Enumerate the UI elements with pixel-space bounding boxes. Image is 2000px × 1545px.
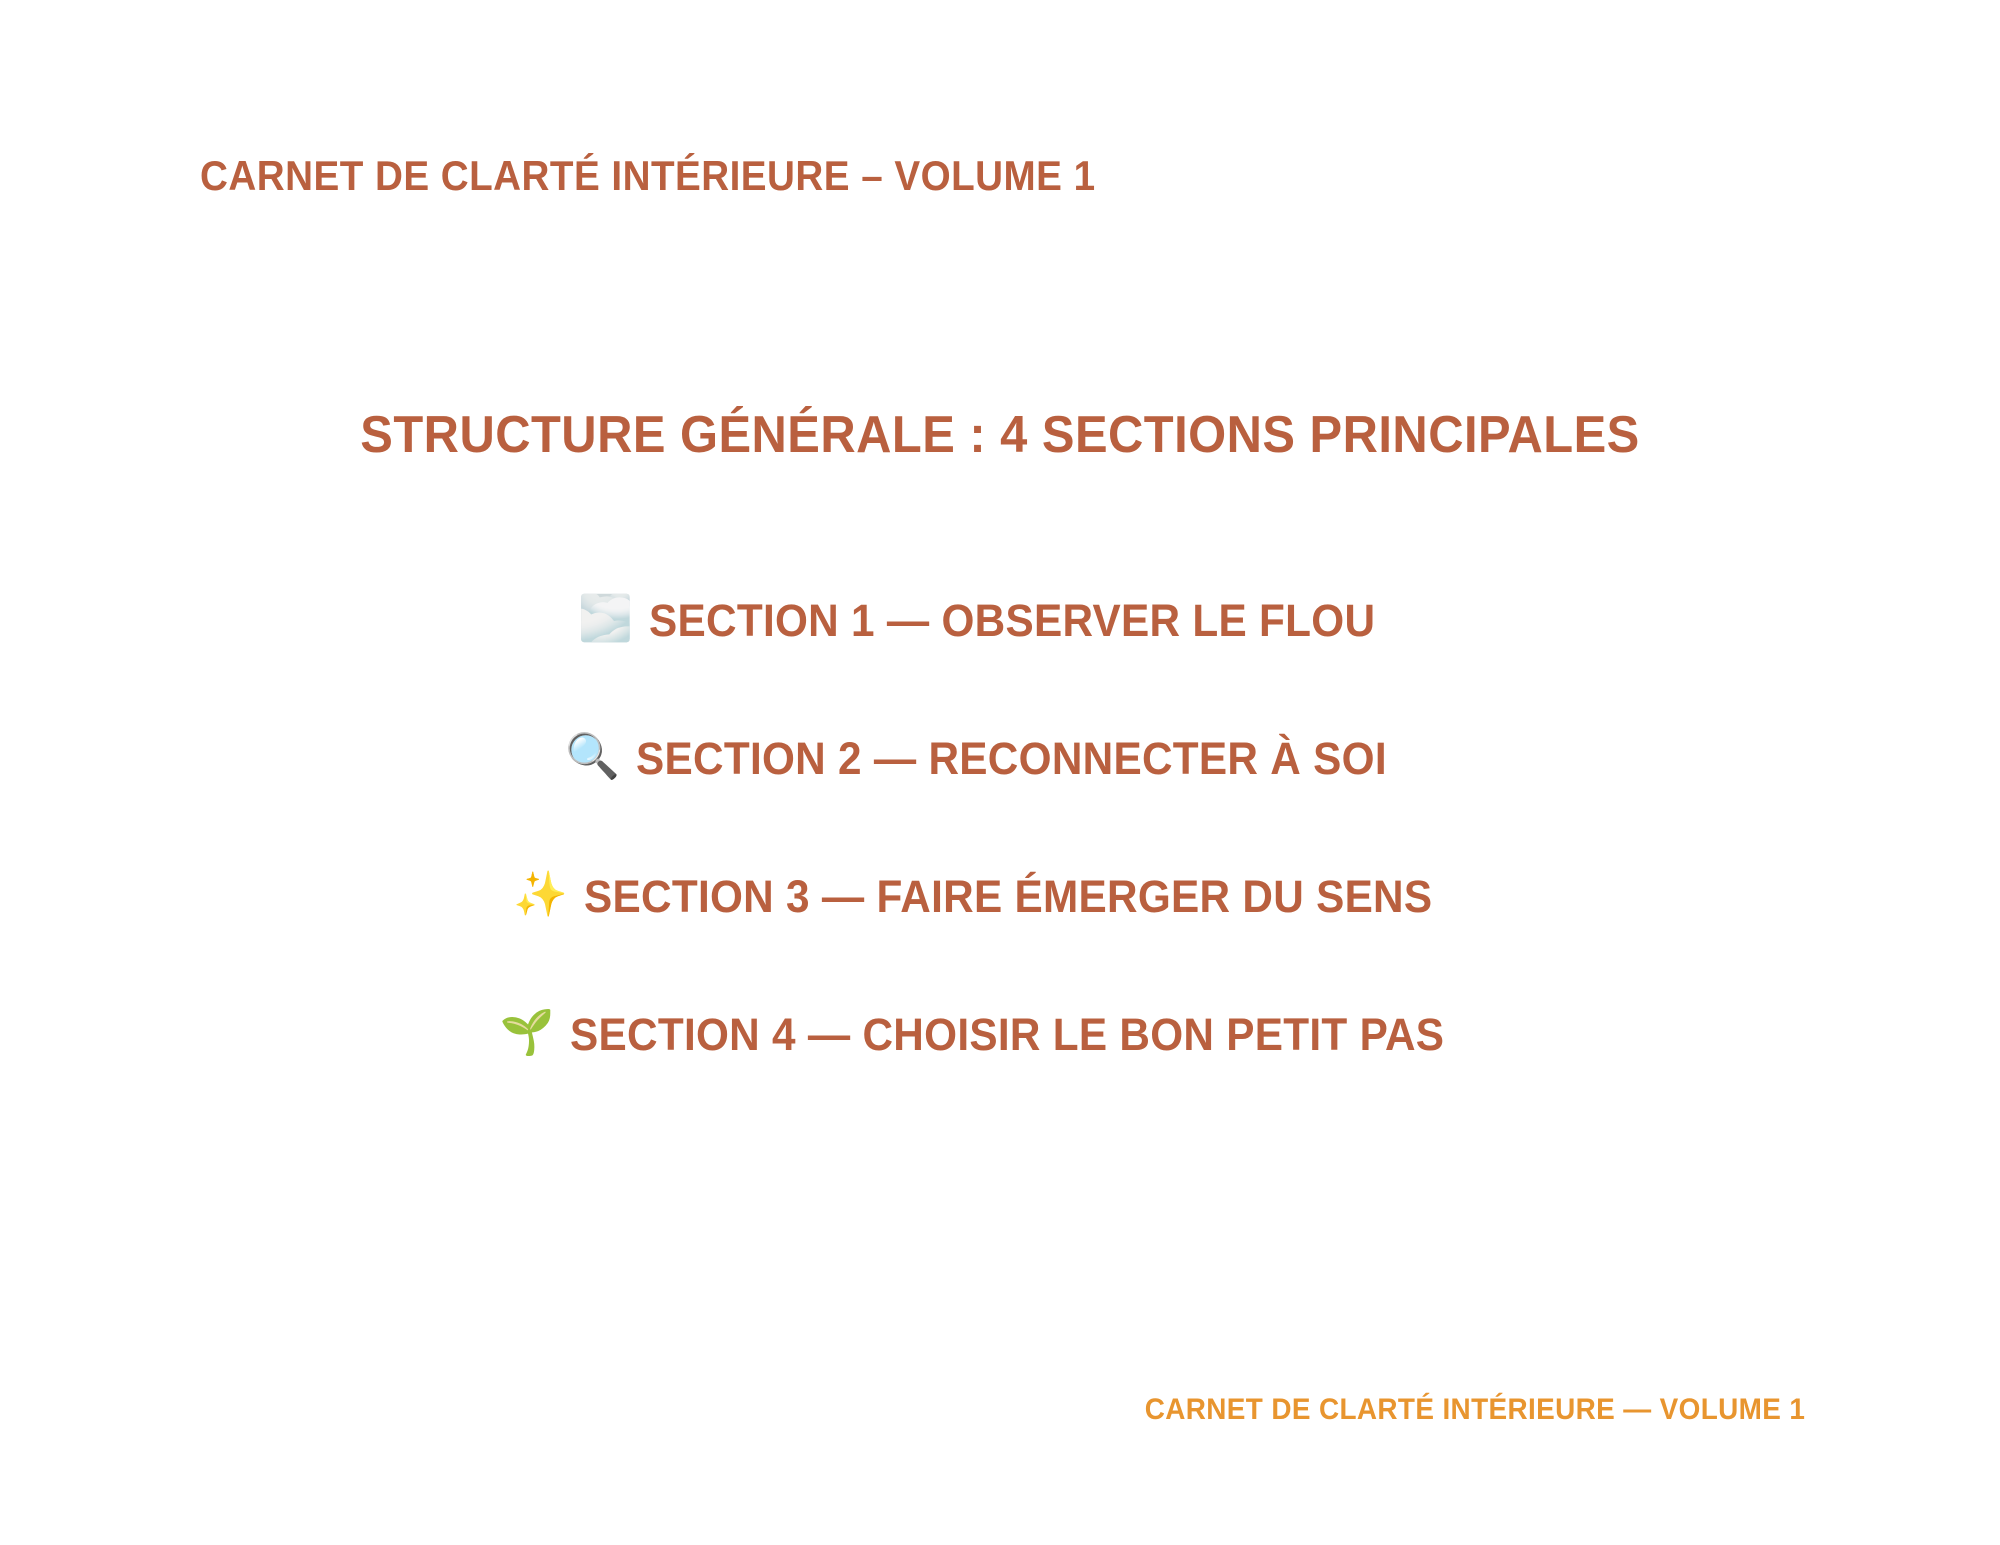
sparkles-icon: ✨ — [513, 870, 569, 919]
section-3-label: SECTION 3 — FAIRE ÉMERGER DU SENS — [584, 871, 1433, 922]
document-eyebrow-title: CARNET DE CLARTÉ INTÉRIEURE – VOLUME 1 — [200, 152, 1096, 199]
section-2-label: SECTION 2 — RECONNECTER À SOI — [636, 733, 1387, 784]
slide-footer: CARNET DE CLARTÉ INTÉRIEURE — VOLUME 1 — [1144, 1393, 1805, 1426]
section-4-label: SECTION 4 — CHOISIR LE BON PETIT PAS — [570, 1009, 1445, 1060]
magnifying-glass-icon: 🔍 — [565, 732, 620, 781]
section-1-label: SECTION 1 — OBSERVER LE FLOU — [649, 595, 1376, 646]
list-item — [565, 733, 1435, 785]
fog-icon: 🌫️ — [578, 594, 634, 643]
list-item — [513, 871, 1486, 923]
list-item — [500, 1009, 1501, 1061]
page-title: STRUCTURE GÉNÉRALE : 4 SECTIONS PRINCIPALES — [360, 405, 1640, 464]
sections-list — [0, 595, 2000, 1061]
list-item — [578, 595, 1421, 647]
seedling-icon: 🌱 — [499, 1008, 555, 1057]
